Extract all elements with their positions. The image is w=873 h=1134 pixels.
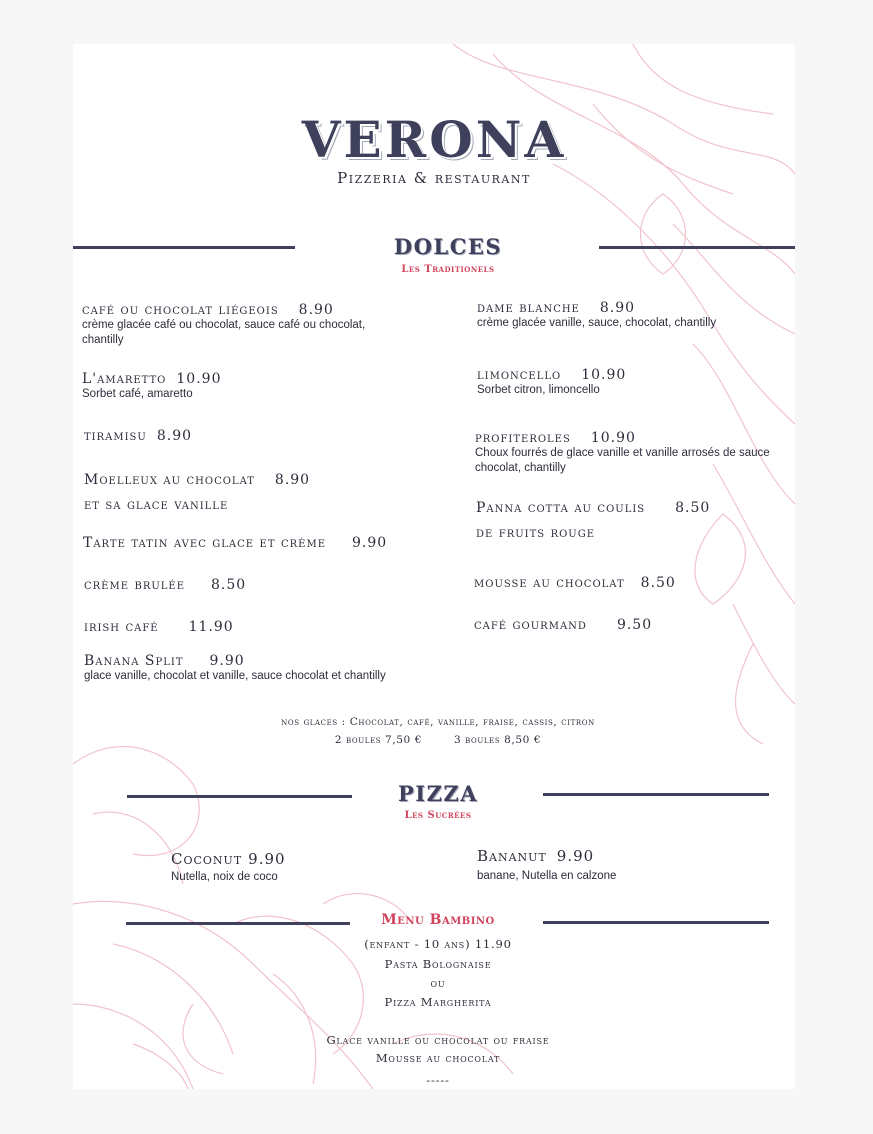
dessert-item [476, 500, 710, 541]
dessert-item [83, 535, 387, 551]
restaurant-tagline: Pizzeria & restaurant [337, 169, 531, 187]
bambino-title: Menu Bambino [381, 912, 495, 928]
item-description: Sorbet café, amaretto [82, 388, 193, 400]
item-price: 9.90 [556, 847, 595, 865]
dolces-title: DOLCES [393, 234, 503, 259]
divider-line [126, 922, 350, 925]
three-scoops-price: 3 boules 8,50 € [453, 734, 542, 746]
dessert-item [84, 472, 310, 513]
dessert-item [477, 367, 626, 398]
two-scoops-price: 2 boules 7,50 € [334, 734, 423, 746]
item-price: 8.50 [211, 577, 247, 593]
item-name: dame blanche [477, 300, 580, 316]
dessert-item [84, 577, 246, 593]
dessert-item [477, 300, 777, 331]
item-name: Panna cotta au coulis [476, 500, 646, 516]
item-name: profiteroles [475, 430, 571, 446]
bambino-line: Pasta Bolognaise [384, 957, 492, 971]
item-description: glace vanille, chocolat et vanille, sauce chocolat et chantilly [84, 670, 386, 682]
restaurant-logo: VERONA [301, 110, 567, 169]
item-price: 8.50 [675, 500, 711, 516]
divider-line [599, 246, 795, 249]
item-name: Banana Split [84, 653, 184, 669]
item-name-line2: et sa glace vanille [84, 497, 229, 513]
pizza-item [171, 850, 286, 885]
item-description: Choux fourrés de glace vanille et vanille arrosés de sauce chocolat, chantilly [475, 447, 770, 474]
item-price: 11.90 [188, 619, 234, 635]
item-description: Nutella, noix de coco [171, 871, 278, 883]
item-description: crème glacée café ou chocolat, sauce café ou chocolat, chantilly [82, 319, 366, 346]
dessert-item [84, 619, 234, 635]
floral-illustration [73, 44, 795, 1089]
menu-page [73, 44, 795, 1089]
divider-line [127, 795, 352, 798]
item-price: 10.90 [590, 430, 636, 446]
dessert-item [82, 371, 221, 402]
dessert-item [84, 653, 404, 684]
item-name: irish café [84, 619, 159, 635]
item-name: mousse au chocolat [474, 575, 625, 591]
item-name: L'amaretto [82, 371, 167, 387]
item-price: 9.90 [209, 653, 245, 669]
dessert-item [474, 575, 676, 591]
dessert-item [474, 617, 652, 633]
bambino-dessert-line: Glace vanille ou chocolat ou fraise [326, 1033, 550, 1047]
dolces-subtitle: Les Traditionels [401, 264, 495, 275]
item-price: 9.90 [248, 850, 286, 868]
item-name: Tarte tatin avec glace et crème [83, 535, 326, 551]
item-price: 10.90 [176, 371, 222, 387]
pizza-subtitle: Les Sucrées [404, 810, 472, 821]
item-price: 8.50 [640, 575, 676, 591]
item-name: limoncello [477, 367, 562, 383]
item-description: crème glacée vanille, sauce, chocolat, chantilly [477, 317, 717, 329]
pizza-title: PIZZA [397, 781, 479, 806]
divider-line [73, 246, 295, 249]
item-description: banane, Nutella en calzone [477, 870, 617, 882]
bambino-line: (enfant - 10 ans) 11.90 [364, 937, 512, 951]
item-name: Coconut [171, 850, 243, 868]
bambino-line: Pizza Margherita [384, 995, 492, 1009]
item-name-line2: de fruits rouge [476, 525, 596, 541]
item-price: 8.90 [298, 302, 334, 318]
divider-line [543, 793, 769, 796]
dessert-item [84, 428, 192, 444]
item-price: 8.90 [274, 472, 311, 488]
ice-cream-prices [173, 734, 703, 746]
item-name: crème brulée [84, 577, 186, 593]
bambino-dessert-line: Mousse au chocolat [375, 1051, 501, 1065]
dessert-item [475, 430, 791, 476]
item-name: Moelleux au chocolat [84, 472, 255, 488]
item-price: 8.90 [599, 300, 636, 316]
item-price: 8.90 [156, 428, 193, 444]
ice-cream-flavors: nos glaces : Chocolat, café, vanille, fraise, cassis, citron [281, 716, 595, 728]
bambino-line: ou [430, 976, 446, 990]
divider-line [543, 921, 769, 924]
item-name: café gourmand [474, 617, 587, 633]
item-price: 9.90 [352, 535, 388, 551]
pizza-item [477, 847, 616, 884]
item-name: Bananut [477, 847, 547, 865]
item-price: 10.90 [581, 367, 627, 383]
item-name: café ou chocolat liégeois [82, 302, 279, 318]
item-name: tiramisu [84, 428, 147, 444]
item-description: Sorbet citron, limoncello [477, 384, 600, 396]
bambino-dessert-line: ----- [426, 1073, 450, 1087]
dessert-item [82, 302, 402, 348]
item-price: 9.50 [616, 617, 653, 633]
